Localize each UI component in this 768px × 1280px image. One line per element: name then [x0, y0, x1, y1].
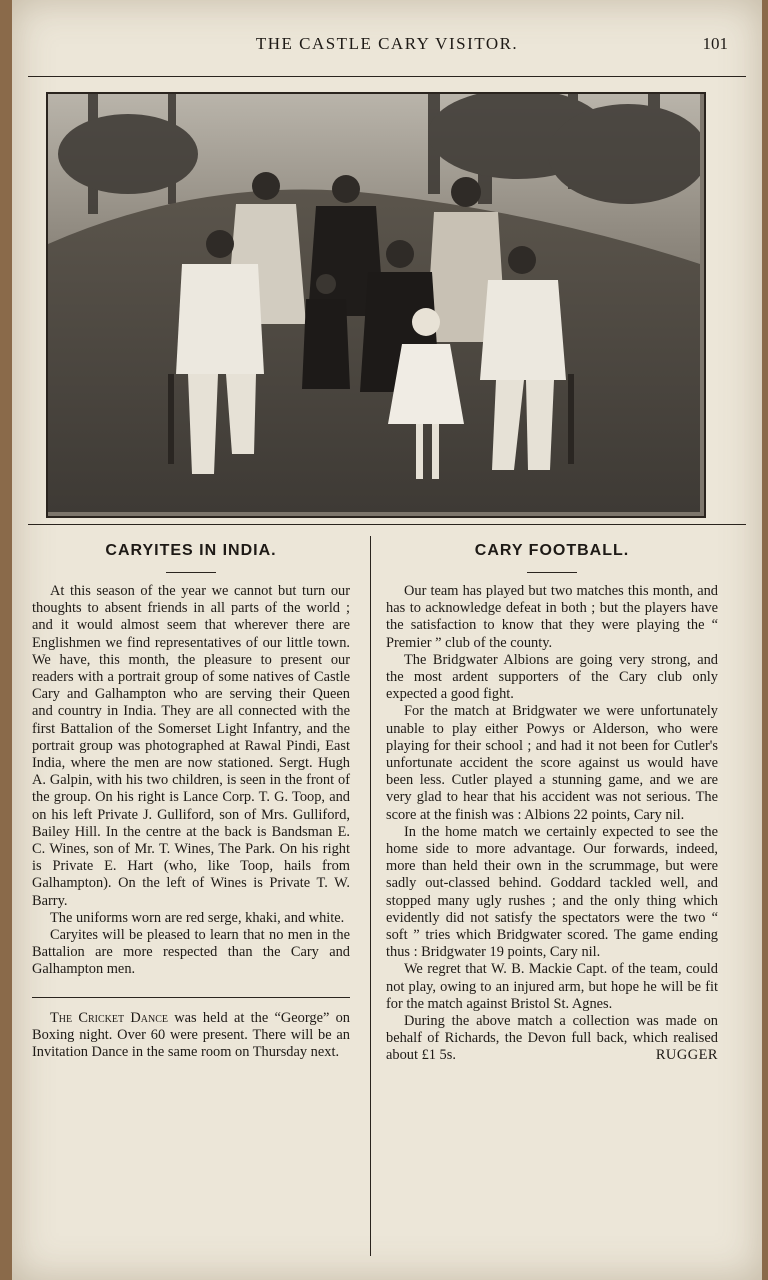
running-head — [12, 34, 762, 58]
article-paragraph: Our team has played but two matches this month, and has to acknowledge defeat in both ; but the players have the satisfaction to know that they were playing the “ Premier ” club of the county. — [386, 583, 718, 651]
page — [12, 0, 762, 1280]
heading-rule — [527, 572, 577, 573]
section-rule — [28, 524, 746, 525]
notice-lead: The Cricket Dance — [50, 1009, 168, 1026]
right-column — [386, 536, 718, 1065]
notice-rule — [32, 997, 350, 998]
page-number: 101 — [702, 34, 728, 53]
article-paragraph: The uniforms worn are red serge, khaki, and white. — [50, 909, 345, 926]
article-paragraph: Caryites will be pleased to learn that no men in the Battalion are more respected than the Cary and Galhampton men. — [32, 927, 350, 978]
heading-rule — [166, 572, 216, 573]
left-column — [32, 536, 350, 1061]
article-heading-caryites: CARYITES IN INDIA. — [105, 542, 277, 559]
article-heading-football: CARY FOOTBALL. — [474, 542, 630, 559]
article-paragraph: We regret that W. B. Mackie Capt. of the team, could not play, owing to an injured arm, but hope he will be fit for the match against Bristol St. Agnes. — [386, 961, 718, 1012]
article-paragraph: At this season of the year we cannot but turn our thoughts to absent friends in all parts of the world ; and it would almost seem that wherever there are Englishmen we find representatives of our little town. We have, this month, the pleasure to present our readers with a portrait group of some natives of Castle Cary and Galhampton who are serving their Queen and country in India. They are all connected with the first Battalion of the Somerset Light Infantry, and the portrait group was photographed at Rawal Pindi, East India, where the men are now stationed. Sergt. Hugh A. Galpin, with his two children, is seen in the front of the group. On his right is Lance Corp. T. G. Toop, and on his left Private J. Gulliford, son of Mrs. Gulliford, Bailey Hill. In the centre at the back is Bandsman E. C. Wines, son of Mr. T. Wines, The Park. On his right is Private E. Hart (who, like Toop, hails from Galhampton). On the left of Wines is Private T. W. Barry. — [32, 583, 350, 909]
running-title: THE CASTLE CARY VISITOR. — [255, 34, 519, 53]
group-portrait-photo — [46, 92, 706, 518]
article-paragraph: In the home match we certainly expected to see the home side to more advantage. Our forwards, indeed, more than held their own in the scrummage, but were sadly out-classed behind. Goddard tackled well, and stopped many ugly rushes ; and the only thing which evidently did not satisfy the spectators were the two “ soft ” tries which Bridgwater scored. The game ending thus : Bridgwater 19 points, Cary nil. — [386, 823, 718, 961]
notice-text: was held at the “George” on Boxing night. Over 60 were present. There will be an Invitation Dance in the same room on Thursday next. — [32, 1009, 351, 1061]
group-portrait-photo-icon — [48, 94, 700, 512]
last-paragraph-text: During the above match a collection was made on behalf of Richards, the Devon full back, which realised about £1 5s. — [386, 1013, 718, 1064]
header-rule — [28, 76, 746, 77]
article-paragraph: The Bridgwater Albions are going very strong, and the most ardent supporters of the Cary club only expected a good fight. — [386, 651, 718, 703]
cricket-dance-notice — [32, 1010, 350, 1062]
article-paragraph-last — [386, 1013, 718, 1065]
author-signature: RUGGER — [655, 1047, 718, 1064]
article-paragraph: For the match at Bridgwater we were unfortunately unable to play either Powys or Alderson, who were playing for their school ; and had it not been for Cutler's unfortunate accident the score against us would have been less. Cutler played a stunning game, and we are very glad to hear that his accident was not serious. The score at the finish was : Albions 22 points, Cary nil. — [386, 703, 718, 823]
column-divider — [370, 536, 371, 1256]
